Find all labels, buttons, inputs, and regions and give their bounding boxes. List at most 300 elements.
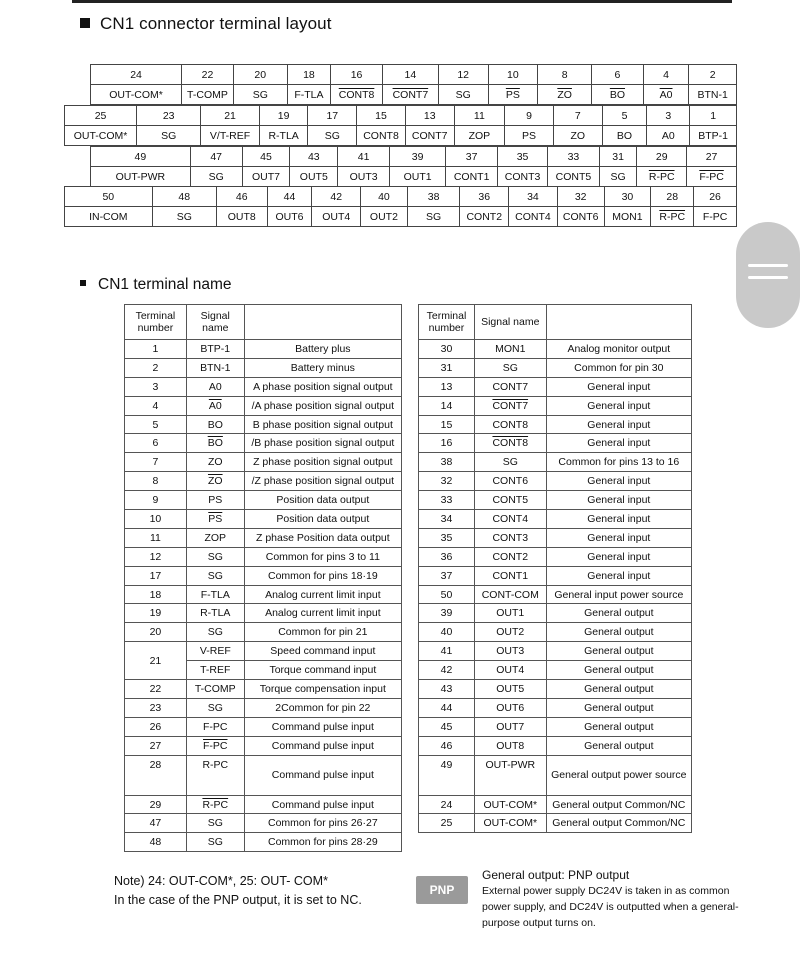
connector-pin-number: 16 <box>330 64 383 85</box>
signal-name-cell: SG <box>186 833 244 852</box>
signal-name-cell: F-PC <box>186 717 244 736</box>
terminal-number-cell: 46 <box>419 736 475 755</box>
description-cell: /Z phase position signal output <box>244 472 401 491</box>
description-cell: Common for pins 26·27 <box>244 814 401 833</box>
description-cell: Common for pins 28·29 <box>244 833 401 852</box>
description-cell: Torque command input <box>244 661 401 680</box>
terminal-number-cell: 44 <box>419 698 475 717</box>
description-cell: Analog monitor output <box>546 340 691 359</box>
connector-pin-number: 18 <box>287 64 331 85</box>
connector-pin-signal: OUT3 <box>337 166 390 187</box>
table-row <box>419 755 692 795</box>
description-cell: General output <box>546 717 691 736</box>
signal-name-cell: SG <box>186 547 244 566</box>
connector-pin-number: 29 <box>636 146 687 167</box>
terminal-number-cell: 3 <box>125 377 187 396</box>
terminal-number-cell: 17 <box>125 566 187 585</box>
table-row <box>419 340 692 359</box>
connector-pin-signal: OUT-COM* <box>90 84 182 105</box>
signal-name-cell: OUT-COM* <box>474 814 546 833</box>
connector-pin-number: 35 <box>497 146 548 167</box>
connector-pin-signal: CONT7 <box>405 125 455 146</box>
terminal-number-cell: 21 <box>125 642 187 680</box>
connector-pin-signal: OUT8 <box>216 206 268 227</box>
description-cell: General output Common/NC <box>546 795 691 814</box>
terminal-number-cell: 16 <box>419 434 475 453</box>
terminal-number-cell: 34 <box>419 510 475 529</box>
description-cell: Analog current limit input <box>244 585 401 604</box>
signal-name-cell: SG <box>186 623 244 642</box>
terminal-number-cell: 19 <box>125 604 187 623</box>
table-row <box>419 585 692 604</box>
table-row <box>125 680 402 699</box>
table-row <box>419 472 692 491</box>
signal-name-cell: OUT8 <box>474 736 546 755</box>
connector-pin-number: 30 <box>604 186 652 207</box>
header-signal-name: Signal name <box>474 305 546 340</box>
signal-name-cell: OUT7 <box>474 717 546 736</box>
connector-pin-number: 12 <box>438 64 489 85</box>
description-cell: General input <box>546 510 691 529</box>
connector-pin-signal: BTP-1 <box>689 125 737 146</box>
terminal-number-cell: 45 <box>419 717 475 736</box>
connector-pin-number: 11 <box>454 105 506 126</box>
signal-name-cell: CONT7 <box>474 377 546 396</box>
signal-name-cell: F-PC <box>186 736 244 755</box>
description-cell: General input <box>546 547 691 566</box>
connector-pin-signal: CONT7 <box>382 84 439 105</box>
terminal-number-cell: 47 <box>125 814 187 833</box>
connector-pin-signal: SG <box>438 84 489 105</box>
signal-name-cell: OUT-PWR <box>474 755 546 795</box>
terminal-number-cell: 9 <box>125 491 187 510</box>
terminal-number-cell: 43 <box>419 680 475 699</box>
connector-pin-signal: A0 <box>643 84 690 105</box>
section-heading-layout <box>80 14 332 34</box>
terminal-number-cell: 42 <box>419 661 475 680</box>
connector-pin-number: 46 <box>216 186 268 207</box>
table-row <box>419 661 692 680</box>
connector-pin-signal: V/T-REF <box>200 125 259 146</box>
connector-pin-signal: F-PC <box>693 206 737 227</box>
terminal-number-cell: 40 <box>419 623 475 642</box>
table-row <box>419 642 692 661</box>
connector-pin-number: 21 <box>200 105 259 126</box>
connector-pin-number: 2 <box>688 64 737 85</box>
signal-name-cell: OUT2 <box>474 623 546 642</box>
table-row <box>125 453 402 472</box>
connector-pin-number: 26 <box>693 186 737 207</box>
description-cell: General input <box>546 377 691 396</box>
connector-pin-number: 7 <box>553 105 603 126</box>
connector-pin-signal: MON1 <box>604 206 652 227</box>
connector-pin-signal: BO <box>602 125 648 146</box>
terminal-number-cell: 14 <box>419 396 475 415</box>
terminal-number-cell: 38 <box>419 453 475 472</box>
signal-name-cell: OUT5 <box>474 680 546 699</box>
connector-pin-number: 48 <box>152 186 217 207</box>
table-row <box>125 510 402 529</box>
table-row <box>419 717 692 736</box>
connector-pin-number: 45 <box>242 146 291 167</box>
connector-pin-number: 49 <box>90 146 191 167</box>
terminal-number-cell: 1 <box>125 340 187 359</box>
pnp-badge: PNP <box>416 876 468 904</box>
connector-pin-number: 4 <box>643 64 690 85</box>
terminal-number-cell: 7 <box>125 453 187 472</box>
terminal-number-cell: 48 <box>125 833 187 852</box>
signal-name-cell: A0 <box>186 396 244 415</box>
signal-name-cell: CONT3 <box>474 528 546 547</box>
note-line-1: Note) 24: OUT-COM*, 25: OUT- COM* <box>114 874 328 888</box>
connector-pin-signal: SG <box>136 125 201 146</box>
description-cell: /A phase position signal output <box>244 396 401 415</box>
description-cell: B phase position signal output <box>244 415 401 434</box>
signal-name-cell: CONT8 <box>474 415 546 434</box>
bullet-square-icon <box>80 18 90 28</box>
connector-pin-number: 44 <box>267 186 313 207</box>
table-row <box>419 566 692 585</box>
connector-layout-grid <box>64 64 736 226</box>
description-cell: General output <box>546 698 691 717</box>
connector-pin-number: 10 <box>488 64 539 85</box>
connector-pin-signal: CONT5 <box>547 166 600 187</box>
table-row <box>125 491 402 510</box>
connector-pin-number: 14 <box>382 64 439 85</box>
description-cell: General input <box>546 528 691 547</box>
table-row <box>125 566 402 585</box>
terminal-number-cell: 6 <box>125 434 187 453</box>
description-cell: General output Common/NC <box>546 814 691 833</box>
note-line-2: In the case of the PNP output, it is set to NC. <box>114 893 362 907</box>
connector-pin-number: 47 <box>190 146 243 167</box>
table-row <box>125 795 402 814</box>
connector-pin-signal: SG <box>190 166 243 187</box>
scroll-handle[interactable] <box>736 222 800 328</box>
table-row <box>125 642 402 661</box>
connector-pin-number: 50 <box>64 186 153 207</box>
description-cell: /B phase position signal output <box>244 434 401 453</box>
pnp-desc: External power supply DC24V is taken in as common power supply, and DC24V is outputted when a general-purpose output turns on. <box>482 885 739 929</box>
table-row <box>125 547 402 566</box>
terminal-number-cell: 28 <box>125 755 187 795</box>
table-row <box>125 472 402 491</box>
signal-name-cell: R-PC <box>186 755 244 795</box>
table-row <box>125 377 402 396</box>
signal-name-cell: SG <box>474 453 546 472</box>
terminal-number-cell: 20 <box>125 623 187 642</box>
terminal-number-cell: 18 <box>125 585 187 604</box>
signal-name-cell: OUT-COM* <box>474 795 546 814</box>
connector-pin-signal: CONT8 <box>330 84 383 105</box>
connector-pin-signal: SG <box>233 84 288 105</box>
connector-pin-signal: BTN-1 <box>688 84 737 105</box>
description-cell: General input <box>546 472 691 491</box>
connector-pin-number: 13 <box>405 105 455 126</box>
connector-pin-number: 5 <box>602 105 648 126</box>
connector-pin-number: 38 <box>407 186 461 207</box>
connector-pin-signal: $\overline{ZO}$ <box>537 84 592 105</box>
heading-text: CN1 connector terminal layout <box>100 14 332 33</box>
description-cell: Common for pin 21 <box>244 623 401 642</box>
connector-pin-number: 31 <box>599 146 637 167</box>
terminal-number-cell: 32 <box>419 472 475 491</box>
signal-name-cell: OUT3 <box>474 642 546 661</box>
connector-pin-signal: IN-COM <box>64 206 153 227</box>
connector-pin-signal: PS <box>504 125 554 146</box>
connector-pin-signal: $\overline{PS}$ <box>488 84 539 105</box>
terminal-number-cell: 15 <box>419 415 475 434</box>
signal-name-cell: ZO <box>186 453 244 472</box>
connector-pin-number: 8 <box>537 64 592 85</box>
connector-pin-number: 43 <box>289 146 338 167</box>
signal-name-cell: SG <box>186 566 244 585</box>
signal-name-cell: F-TLA <box>186 585 244 604</box>
connector-pin-number: 34 <box>508 186 558 207</box>
connector-pin-number: 37 <box>445 146 498 167</box>
header-signal-name: Signal name <box>186 305 244 340</box>
connector-pin-number: 17 <box>307 105 357 126</box>
description-cell: Torque compensation input <box>244 680 401 699</box>
connector-pin-signal: $\overline{BO}$ <box>591 84 644 105</box>
table-row <box>419 698 692 717</box>
description-cell: General output <box>546 736 691 755</box>
signal-name-cell: CONT1 <box>474 566 546 585</box>
connector-pin-signal: OUT-COM* <box>64 125 137 146</box>
signal-name-cell: BO <box>186 415 244 434</box>
signal-name-cell: T-REF <box>186 661 244 680</box>
signal-name-cell: OUT1 <box>474 604 546 623</box>
description-cell: Command pulse input <box>244 795 401 814</box>
connector-pin-number: 39 <box>389 146 446 167</box>
signal-name-cell: SG <box>186 814 244 833</box>
connector-pin-signal: SG <box>407 206 461 227</box>
signal-name-cell: CONT7 <box>474 396 546 415</box>
description-cell: General output <box>546 680 691 699</box>
table-row <box>419 604 692 623</box>
terminal-number-cell: 41 <box>419 642 475 661</box>
connector-pin-signal: CONT6 <box>557 206 605 227</box>
pnp-description <box>482 867 742 931</box>
signal-name-cell: SG <box>474 358 546 377</box>
terminal-number-cell: 49 <box>419 755 475 795</box>
right-terminal-table <box>418 304 692 833</box>
table-row <box>419 680 692 699</box>
connector-pin-number: 41 <box>337 146 390 167</box>
connector-pin-signal: OUT7 <box>242 166 291 187</box>
description-cell: Position data output <box>244 510 401 529</box>
signal-name-cell: CONT2 <box>474 547 546 566</box>
terminal-number-cell: 35 <box>419 528 475 547</box>
table-row <box>125 736 402 755</box>
terminal-number-cell: 8 <box>125 472 187 491</box>
connector-pin-number: 36 <box>459 186 509 207</box>
connector-pin-number: 42 <box>311 186 361 207</box>
connector-pin-signal: T-COMP <box>181 84 234 105</box>
description-cell: A phase position signal output <box>244 377 401 396</box>
table-row <box>125 698 402 717</box>
connector-pin-signal: OUT2 <box>360 206 408 227</box>
header-terminal-number: Terminal number <box>419 305 475 340</box>
terminal-number-cell: 11 <box>125 528 187 547</box>
table-row <box>125 585 402 604</box>
signal-name-cell: SG <box>186 698 244 717</box>
signal-name-cell: A0 <box>186 377 244 396</box>
description-cell: Speed command input <box>244 642 401 661</box>
connector-pin-number: 19 <box>259 105 309 126</box>
connector-pin-number: 28 <box>650 186 694 207</box>
terminal-number-cell: 24 <box>419 795 475 814</box>
connector-pin-number: 23 <box>136 105 201 126</box>
signal-name-cell: BTP-1 <box>186 340 244 359</box>
signal-name-cell: R-PC <box>186 795 244 814</box>
connector-pin-number: 20 <box>233 64 288 85</box>
table-row <box>125 528 402 547</box>
table-row <box>125 396 402 415</box>
table-row <box>125 604 402 623</box>
connector-pin-number: 6 <box>591 64 644 85</box>
description-cell: Command pulse input <box>244 736 401 755</box>
connector-pin-number: 32 <box>557 186 605 207</box>
connector-pin-signal: OUT5 <box>289 166 338 187</box>
description-cell: Analog current limit input <box>244 604 401 623</box>
connector-pin-number: 3 <box>646 105 690 126</box>
description-cell: Command pulse input <box>244 755 401 795</box>
signal-name-cell: CONT4 <box>474 510 546 529</box>
terminal-number-cell: 50 <box>419 585 475 604</box>
terminal-number-cell: 12 <box>125 547 187 566</box>
description-cell: General input power source <box>546 585 691 604</box>
description-cell: General input <box>546 396 691 415</box>
signal-name-cell: CONT6 <box>474 472 546 491</box>
table-row <box>419 547 692 566</box>
signal-name-cell: CONT5 <box>474 491 546 510</box>
description-cell: Z phase Position data output <box>244 528 401 547</box>
description-cell: General input <box>546 434 691 453</box>
table-row <box>419 528 692 547</box>
description-cell: Common for pins 18·19 <box>244 566 401 585</box>
connector-pin-signal: F-PC <box>686 166 737 187</box>
table-row <box>125 833 402 852</box>
description-cell: Position data output <box>244 491 401 510</box>
connector-pin-number: 1 <box>689 105 737 126</box>
description-cell: Battery plus <box>244 340 401 359</box>
header-terminal-number: Terminal number <box>125 305 187 340</box>
connector-pin-signal: CONT3 <box>497 166 548 187</box>
table-row <box>419 491 692 510</box>
connector-pin-number: 22 <box>181 64 234 85</box>
table-row <box>419 510 692 529</box>
description-cell: General input <box>546 491 691 510</box>
table-row <box>419 377 692 396</box>
signal-name-cell: OUT4 <box>474 661 546 680</box>
grip-line <box>748 276 788 279</box>
top-rule <box>72 0 732 3</box>
header-description <box>244 305 401 340</box>
description-cell: General output <box>546 661 691 680</box>
table-row <box>419 814 692 833</box>
table-row <box>419 358 692 377</box>
connector-pin-number: 9 <box>504 105 554 126</box>
terminal-number-cell: 4 <box>125 396 187 415</box>
connector-pin-number: 15 <box>356 105 406 126</box>
connector-pin-signal: ZOP <box>454 125 506 146</box>
connector-pin-signal: F-TLA <box>287 84 331 105</box>
table-row <box>419 415 692 434</box>
signal-name-cell: V-REF <box>186 642 244 661</box>
connector-pin-signal: SG <box>307 125 357 146</box>
note-block <box>114 872 362 910</box>
bullet-square-icon <box>80 280 86 286</box>
table-row <box>125 434 402 453</box>
terminal-number-cell: 2 <box>125 358 187 377</box>
connector-pin-signal: R-TLA <box>259 125 309 146</box>
connector-pin-signal: R-PC <box>636 166 687 187</box>
signal-name-cell: $\overline{PS}$ <box>186 510 244 529</box>
table-row <box>125 358 402 377</box>
description-cell: General output <box>546 642 691 661</box>
terminal-number-cell: 37 <box>419 566 475 585</box>
connector-pin-signal: CONT8 <box>356 125 406 146</box>
connector-pin-signal: CONT4 <box>508 206 558 227</box>
description-cell: General input <box>546 566 691 585</box>
table-row <box>419 736 692 755</box>
signal-name-cell: $\overline{BO}$ <box>186 434 244 453</box>
terminal-number-cell: 31 <box>419 358 475 377</box>
table-row <box>419 396 692 415</box>
terminal-number-cell: 26 <box>125 717 187 736</box>
description-cell: Common for pin 30 <box>546 358 691 377</box>
terminal-number-cell: 23 <box>125 698 187 717</box>
terminal-number-cell: 25 <box>419 814 475 833</box>
table-row <box>419 623 692 642</box>
connector-pin-number: 27 <box>686 146 737 167</box>
connector-pin-signal: A0 <box>646 125 690 146</box>
signal-name-cell: $\overline{ZO}$ <box>186 472 244 491</box>
signal-name-cell: CONT-COM <box>474 585 546 604</box>
connector-pin-signal: OUT1 <box>389 166 446 187</box>
connector-pin-signal: CONT1 <box>445 166 498 187</box>
description-cell: Z phase position signal output <box>244 453 401 472</box>
table-row <box>125 340 402 359</box>
description-cell: General output power source <box>546 755 691 795</box>
signal-name-cell: PS <box>186 491 244 510</box>
terminal-number-cell: 5 <box>125 415 187 434</box>
terminal-number-cell: 29 <box>125 795 187 814</box>
terminal-number-cell: 30 <box>419 340 475 359</box>
description-cell: General output <box>546 604 691 623</box>
terminal-number-cell: 22 <box>125 680 187 699</box>
signal-name-cell: R-TLA <box>186 604 244 623</box>
connector-pin-signal: SG <box>599 166 637 187</box>
table-row <box>419 453 692 472</box>
terminal-number-cell: 39 <box>419 604 475 623</box>
signal-name-cell: BTN-1 <box>186 358 244 377</box>
description-cell: General output <box>546 623 691 642</box>
pnp-title: General output: PNP output <box>482 868 630 882</box>
grip-line <box>748 264 788 267</box>
connector-pin-signal: OUT6 <box>267 206 313 227</box>
terminal-number-cell: 36 <box>419 547 475 566</box>
connector-pin-number: 25 <box>64 105 137 126</box>
table-row <box>419 434 692 453</box>
header-description <box>546 305 691 340</box>
description-cell: Common for pins 13 to 16 <box>546 453 691 472</box>
description-cell: Common for pins 3 to 11 <box>244 547 401 566</box>
section-heading-names <box>80 276 232 294</box>
description-cell: Command pulse input <box>244 717 401 736</box>
signal-name-cell: CONT8 <box>474 434 546 453</box>
